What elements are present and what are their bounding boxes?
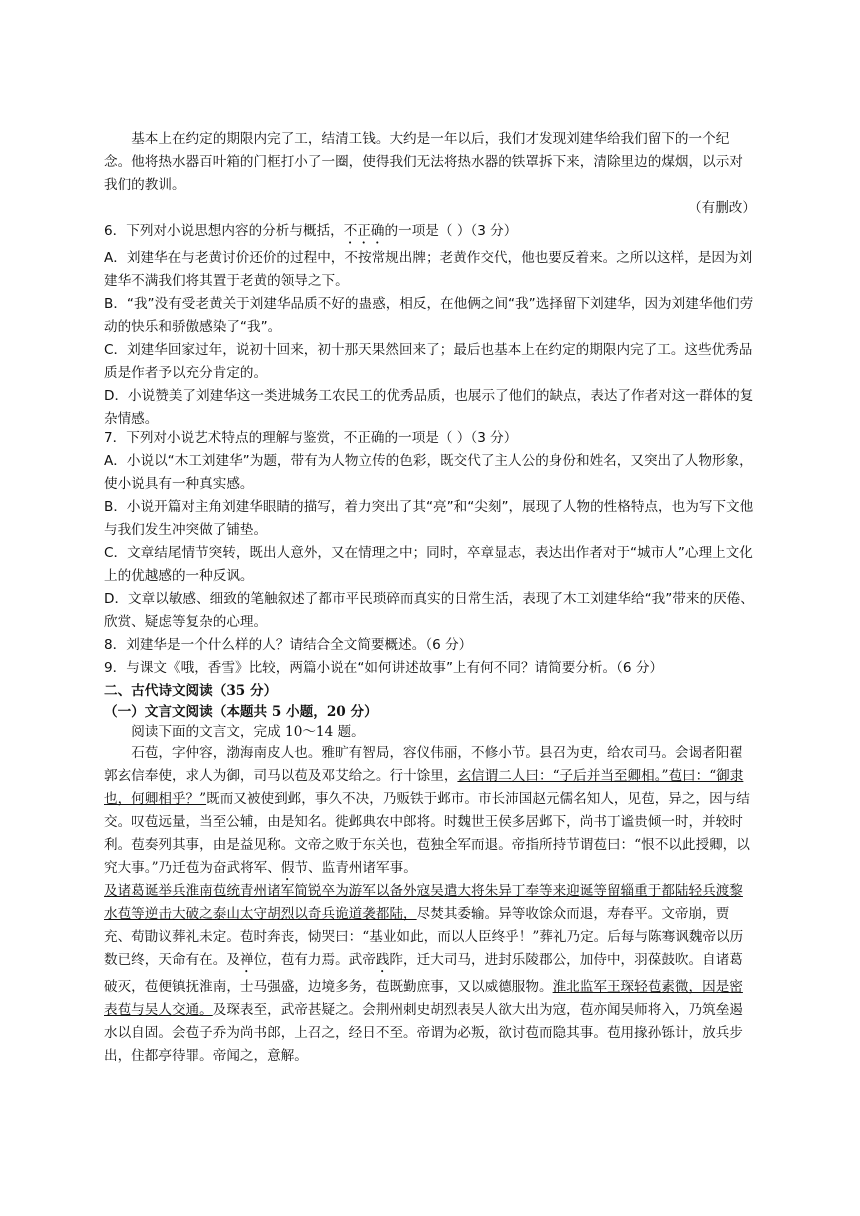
classical-text-paragraph-2: 及诸葛诞举兵淮南苞统青州诸军简锐卒为游军以备外寇吴遣大将朱异丁奉等来迎诞等留辎重于都陆轻兵渡黎水苞等逆击大破之泰山太守胡烈以奇兵诡道袭都陆，尽焚其委输。异等收馀众而退，寿春平。文帝崩，贾充、荀勖议葬礼未定。苞时奔丧，恸哭曰：“基业如此，而以人臣终乎！”葬礼乃定。后每与陈骞讽魏帝以历数已终，天命有在。及禅位，苞有力焉。武帝践阼，迁大司马，进封乐陵郡公，加侍中，羽葆鼓吹。自诸葛破灭，苞便镇抚淮南，士马强盛，边境多务，苞既勤庶事，又以威德服物。淮北监军王琛轻苞素微，因是密表苞与吴人交通。及琛表至，武帝甚疑之。会荆州刺史胡烈表吴人欲大出为寇，苞亦闻吴师将入，乃筑垒遏水以自固。会苞子乔为尚书郎，上召之，经日不至。帝谓为必叛，欲讨苞而隐其事。苞用掾孙铄计，放兵步出，住都亭待罪。帝闻之，意解。 xyxy=(104,883,744,1064)
underlined-sentence-1: 玄信谓二人曰：“子后并当至卿相。”苞曰：“御隶也，何卿相乎？” xyxy=(104,768,744,807)
question-7-option-a: A．小说以“木工刘建华”为题，带有为人物立传的色彩，既交代了主人公的身份和姓名，又突出了人物形象，使小说具有一种真实感。 xyxy=(104,453,753,492)
question-6-option-b: B．“我”没有受老黄关于刘建华品质不好的蛊惑，相反，在他俩之间“我”选择留下刘建华，因为刘建华他们劳动的快乐和骄傲感染了“我”。 xyxy=(104,296,754,335)
passage-ending-paragraph: 基本上在约定的期限内完了工，结清工钱。大约是一年以后，我们才发现刘建华给我们留下的一个纪念。他将热水器百叶箱的门框打小了一圈，使得我们无法将热水器的铁罩拆下来，清除里边的煤烟，以示对我们的教训。 xyxy=(104,131,743,193)
question-6-option-a: A．刘建华在与老黄讨价还价的过程中，不按常规出牌；老黄作交代，他也要反着来。之所以这样，是因为刘建华不满我们将其置于老黄的领导之下。 xyxy=(104,250,753,289)
underlined-sentence-2: 淮北监军王琛轻苞素微，因是密表苞与吴人交通。 xyxy=(104,979,743,1018)
unpunctuated-passage: 及诸葛诞举兵淮南苞统青州诸军简锐卒为游军以备外寇吴遣大将朱异丁奉等来迎诞等留辎重于都陆轻兵渡黎水苞等逆击大破之泰山太守胡烈以奇兵诡道袭都陆， xyxy=(104,883,743,922)
emphasis-char-jian: 践 xyxy=(375,952,390,968)
question-6-stem: 6．下列对小说思想内容的分析与概括，不正确的一项是（ ）（3 分） xyxy=(104,223,518,239)
question-7-option-c: C．文章结尾情节突转，既出人意外，又在情理之中；同时，卒章显志，表达出作者对于“城市人”心理上文化上的优越感的一种反讽。 xyxy=(104,545,753,584)
section-2-title: 二、古代诗文阅读（35 分） xyxy=(104,683,278,699)
question-6-option-c: C．刘建华回家过年，说初十回来，初十那天果然回来了；最后也基本上在约定的期限内完了工。这些优秀品质是作者予以充分肯定的。 xyxy=(104,342,753,381)
question-8: 8．刘建华是一个什么样的人？请结合全文简要概述。（6 分） xyxy=(104,637,473,653)
source-note: （有删改） xyxy=(688,200,756,216)
emphasis-not-correct: 不正确 xyxy=(343,223,385,239)
question-7-option-b: B．小说开篇对主角刘建华眼睛的描写，着力突出了其“亮”和“尖刻”，展现了人物的性格特点，也为写下文他与我们发生冲突做了铺垫。 xyxy=(104,499,754,538)
question-7-option-d: D．文章以敏感、细致的笔触叙述了都市平民琐碎而真实的日常生活，表现了木工刘建华给“我”带来的厌倦、欣赏、疑虑等复杂的心理。 xyxy=(104,591,754,630)
question-6 xyxy=(104,220,756,431)
question-9: 9．与课文《哦，香雪》比较，两篇小说在“如何讲述故事”上有何不同？请简要分析。（6 分） xyxy=(104,660,664,676)
reading-instruction: 阅读下面的文言文，完成 10～14 题。 xyxy=(131,724,365,740)
question-6-option-d: D．小说赞美了刘建华这一类进城务工农民工的优秀品质，也展示了他们的缺点，表达了作者对这一群体的复杂情感。 xyxy=(104,388,754,427)
emphasis-char-jia: 假 xyxy=(280,860,295,876)
question-7 xyxy=(104,427,756,634)
question-7-stem: 7．下列对小说艺术特点的理解与鉴赏，不正确的一项是（ ）（3 分） xyxy=(104,430,518,446)
emphasis-char-shan: 禅 xyxy=(239,952,254,968)
section-2-subtitle: （一）文言文阅读（本题共 5 小题，20 分） xyxy=(104,704,378,720)
classical-text-paragraph-1: 石苞，字仲容，渤海南皮人也。雅旷有智局，容仪伟丽，不修小节。县召为吏，给农司马。会谒者阳翟郭玄信奉使，求人为御，司马以苞及邓艾给之。行十馀里，玄信谓二人曰：“子后并当至卿相。”苞曰：“御隶也，何卿相乎？”既而又被使到邺，事久不决，乃贩铁于邺市。市长沛国赵元儒名知人，见苞，异之，因与结交。叹苞远量，当至公辅，由是知名。徙邺典农中郎将。时魏世王侯多居邺下，尚书丁谧贵倾一时，并较时利。苞奏列其事，由是益见称。文帝之败于东关也，苞独全军而退。帝指所持节谓苞曰：“恨不以此授卿，以究大事。”乃迁苞为奋武将军、假节、监青州诸军事。 xyxy=(104,745,750,876)
